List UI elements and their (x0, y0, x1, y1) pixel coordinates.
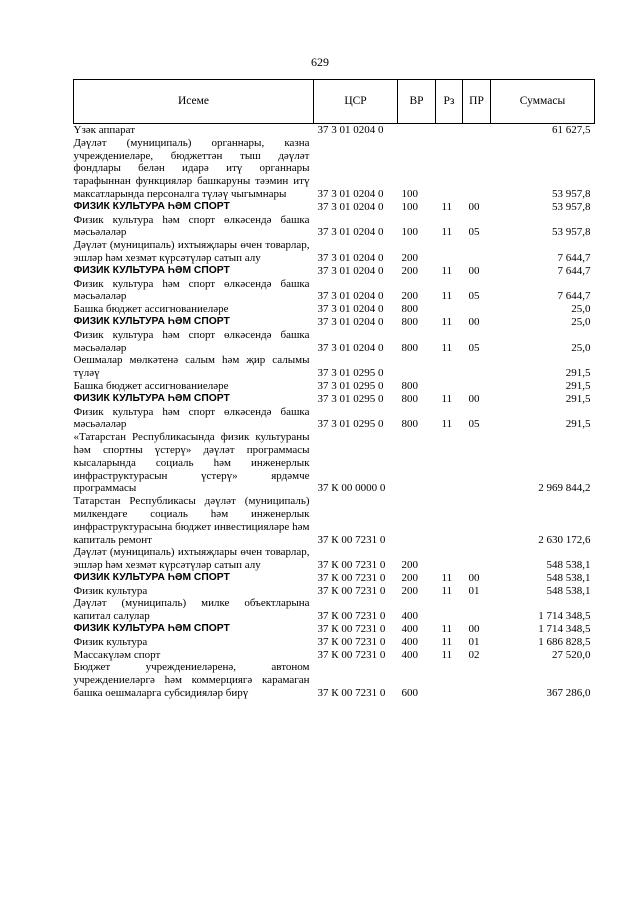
table-row (74, 137, 595, 201)
cell-vr: 100 (401, 226, 418, 239)
cell-pr (463, 431, 491, 495)
header-name: Исеме (74, 80, 314, 124)
cell-csr: 37 К 00 7231 0 (317, 584, 386, 597)
cell-pr (463, 597, 491, 623)
table-row (74, 649, 595, 662)
cell-pr: 00 (468, 200, 480, 213)
cell-name: Дәүләт (муниципаль) милке объектларына капитал салулар (73, 597, 310, 623)
cell-name: Татарстан Республикасы дәүләт (муниципаль) милкендәге социаль һәм инженерлык инфраструктурасына бюджет инвестицияләре һәм капиталь ремонт (73, 495, 310, 546)
table-body (74, 124, 595, 700)
cell-rz: 11 (441, 264, 453, 277)
cell-rz (436, 495, 463, 546)
cell-rz (436, 124, 463, 137)
cell-csr: 37 3 01 0204 0 (317, 187, 384, 200)
cell-csr: 37 3 01 0204 0 (317, 315, 384, 328)
cell-name: Үзәк аппарат (73, 124, 136, 136)
cell-sum: 7 644,7 (557, 251, 591, 264)
cell-name: ФИЗИК КУЛЬТУРА ҺӘМ СПОРТ (73, 315, 230, 327)
cell-vr: 200 (401, 264, 418, 277)
cell-vr: 400 (401, 635, 418, 648)
cell-pr: 01 (468, 584, 480, 597)
cell-vr: 800 (401, 379, 418, 392)
cell-rz: 11 (441, 226, 453, 239)
table-row (74, 393, 595, 406)
cell-vr: 400 (401, 623, 418, 636)
cell-csr: 37 3 01 0295 0 (317, 392, 384, 405)
cell-name: Физик культура (73, 584, 148, 597)
cell-csr: 37 3 01 0204 0 (317, 341, 384, 354)
cell-csr: 37 3 01 0204 0 (317, 251, 384, 264)
header-csr: ЦСР (314, 80, 398, 124)
cell-pr (463, 546, 491, 572)
cell-csr: 37 3 01 0204 0 (317, 303, 384, 316)
cell-rz (436, 380, 463, 393)
cell-csr: 37 К 00 7231 0 (317, 610, 386, 623)
table-row (74, 597, 595, 623)
cell-sum: 291,5 (565, 367, 591, 380)
cell-csr: 37 3 01 0295 0 (317, 379, 384, 392)
table-row (74, 265, 595, 278)
table-row (74, 214, 595, 240)
cell-csr: 37 3 01 0204 0 (317, 290, 384, 303)
cell-rz (436, 239, 463, 265)
cell-sum: 7 644,7 (557, 290, 591, 303)
table-row (74, 431, 595, 495)
table-row (74, 303, 595, 316)
cell-sum: 53 957,8 (552, 200, 591, 213)
table-row (74, 636, 595, 649)
cell-vr: 400 (401, 648, 418, 661)
cell-csr: 37 К 00 7231 0 (317, 571, 386, 584)
cell-vr: 600 (401, 687, 418, 700)
cell-csr: 37 3 01 0204 0 (317, 226, 384, 239)
table-row (74, 124, 595, 137)
header-sum: Суммасы (491, 80, 595, 124)
cell-csr: 37 3 01 0204 0 (317, 264, 384, 277)
cell-name: Физик культура һәм спорт өлкәсендә башка мәсьәләләр (73, 328, 310, 354)
cell-rz: 11 (441, 635, 453, 648)
cell-sum: 291,5 (565, 379, 591, 392)
cell-csr: 37 К 00 7231 0 (317, 559, 386, 572)
cell-pr (463, 354, 491, 380)
cell-csr: 37 К 00 0000 0 (317, 482, 386, 495)
header-pr: ПР (463, 80, 491, 124)
cell-csr: 37 К 00 7231 0 (317, 635, 386, 648)
table-row (74, 316, 595, 329)
cell-rz (436, 303, 463, 316)
cell-sum: 2 969 844,2 (538, 482, 591, 495)
cell-sum: 61 627,5 (552, 124, 591, 136)
cell-name: ФИЗИК КУЛЬТУРА ҺӘМ СПОРТ (73, 392, 230, 404)
cell-vr: 800 (401, 341, 418, 354)
cell-pr (463, 380, 491, 393)
table-row (74, 406, 595, 432)
cell-sum: 25,0 (571, 341, 591, 354)
cell-vr: 800 (401, 392, 418, 405)
cell-sum: 2 630 172,6 (538, 533, 591, 546)
table-row (74, 546, 595, 572)
cell-pr: 05 (468, 418, 480, 431)
cell-name: ФИЗИК КУЛЬТУРА ҺӘМ СПОРТ (73, 264, 230, 276)
cell-rz: 11 (441, 290, 453, 303)
cell-csr: 37 К 00 7231 0 (317, 533, 386, 546)
cell-rz: 11 (441, 392, 453, 405)
table-header (74, 80, 595, 124)
cell-sum: 548 538,1 (546, 584, 591, 597)
cell-pr: 00 (468, 264, 480, 277)
cell-rz: 11 (441, 418, 453, 431)
cell-rz (436, 137, 463, 201)
cell-rz: 11 (441, 623, 453, 636)
table-row (74, 585, 595, 598)
cell-sum: 291,5 (565, 392, 591, 405)
cell-rz (436, 354, 463, 380)
cell-pr: 00 (468, 623, 480, 636)
cell-vr: 200 (401, 559, 418, 572)
cell-vr: 100 (401, 200, 418, 213)
cell-sum: 1 714 348,5 (538, 610, 591, 623)
cell-pr (463, 124, 491, 137)
cell-csr: 37 3 01 0204 0 (317, 200, 384, 213)
table-row (74, 239, 595, 265)
table-row (74, 329, 595, 355)
cell-name: ФИЗИК КУЛЬТУРА ҺӘМ СПОРТ (73, 571, 230, 583)
cell-rz: 11 (441, 341, 453, 354)
cell-pr: 05 (468, 341, 480, 354)
cell-sum: 7 644,7 (557, 264, 591, 277)
table-row (74, 495, 595, 546)
cell-rz: 11 (441, 584, 453, 597)
table-row (74, 201, 595, 214)
cell-sum: 367 286,0 (546, 687, 591, 700)
cell-vr: 200 (401, 584, 418, 597)
cell-vr (398, 431, 436, 495)
cell-name: Дәүләт (муниципаль) ихтыяҗлары өчен товарлар, эшләр һәм хезмәт күрсәтүләр сатып алу (73, 546, 310, 572)
header-rz: Рз (436, 80, 463, 124)
cell-rz (436, 431, 463, 495)
cell-rz: 11 (441, 571, 453, 584)
cell-vr: 200 (401, 290, 418, 303)
cell-name: Башка бюджет ассигнованиеләре (73, 303, 229, 316)
table-row (74, 354, 595, 380)
cell-name: Оешмалар мөлкәтенә салым һәм җир салымы түләү (73, 354, 310, 380)
cell-vr: 200 (401, 251, 418, 264)
cell-name: Дәүләт (муниципаль) органнары, казна учреждениеләре, бюджеттән тыш дәүләт фондлары белән идарә итү органнары тарафыннан функцияләр башкаруны тәэмин итү максатларында персоналга түләү чыгымнары (73, 136, 310, 200)
cell-vr: 200 (401, 571, 418, 584)
page-number: 629 (311, 55, 329, 69)
cell-pr: 01 (468, 635, 480, 648)
cell-pr (463, 661, 491, 699)
cell-sum: 548 538,1 (546, 571, 591, 584)
cell-pr: 02 (468, 648, 480, 661)
cell-csr: 37 К 00 7231 0 (317, 687, 386, 700)
cell-pr (463, 303, 491, 316)
cell-vr: 100 (401, 187, 418, 200)
cell-rz: 11 (441, 648, 453, 661)
cell-csr: 37 К 00 7231 0 (317, 648, 386, 661)
cell-sum: 548 538,1 (546, 559, 591, 572)
cell-csr: 37 К 00 7231 0 (317, 623, 386, 636)
cell-csr: 37 3 01 0295 0 (317, 418, 384, 431)
cell-sum: 25,0 (571, 315, 591, 328)
cell-name: Физик культура (73, 635, 148, 648)
cell-name: Башка бюджет ассигнованиеләре (73, 379, 229, 392)
cell-name: «Татарстан Республикасында физик культураны һәм спортны үстерү» дәүләт программасы кысаларында социаль һәм инженерлык инфраструктурасын үстерү» ярдәмче программасы (73, 431, 310, 495)
cell-pr (463, 239, 491, 265)
cell-sum: 1 686 828,5 (538, 635, 591, 648)
cell-pr: 05 (468, 290, 480, 303)
cell-sum: 291,5 (565, 418, 591, 431)
cell-rz (436, 546, 463, 572)
cell-sum: 25,0 (571, 303, 591, 316)
cell-csr: 37 3 01 0295 0 (317, 367, 384, 380)
cell-vr: 800 (401, 315, 418, 328)
cell-pr: 05 (468, 226, 480, 239)
cell-vr: 800 (401, 303, 418, 316)
cell-name: Физик культура һәм спорт өлкәсендә башка мәсьәләләр (73, 405, 310, 431)
cell-name: Физик культура һәм спорт өлкәсендә башка мәсьәләләр (73, 213, 310, 239)
cell-rz (436, 597, 463, 623)
cell-name: Физик культура һәм спорт өлкәсендә башка мәсьәләләр (73, 277, 310, 303)
cell-vr: 800 (401, 418, 418, 431)
cell-name: ФИЗИК КУЛЬТУРА ҺӘМ СПОРТ (73, 623, 230, 635)
cell-rz (436, 661, 463, 699)
cell-name: Дәүләт (муниципаль) ихтыяҗлары өчен товарлар, эшләр һәм хезмәт күрсәтүләр сатып алу (73, 239, 310, 264)
table-row (74, 278, 595, 304)
cell-vr: 400 (401, 610, 418, 623)
cell-pr: 00 (468, 571, 480, 584)
cell-pr: 00 (468, 315, 480, 328)
cell-pr (463, 495, 491, 546)
table-row (74, 623, 595, 636)
header-vr: ВР (398, 80, 436, 124)
cell-pr: 00 (468, 392, 480, 405)
cell-sum: 1 714 348,5 (538, 623, 591, 636)
cell-rz: 11 (441, 315, 453, 328)
cell-vr (398, 495, 436, 546)
cell-csr: 37 3 01 0204 0 (317, 124, 384, 136)
table-row (74, 572, 595, 585)
cell-sum: 27 520,0 (552, 648, 591, 661)
table-row (74, 380, 595, 393)
cell-pr (463, 137, 491, 201)
cell-name: Бюджет учреждениеләренә, автоном учреждениеләргә һәм коммерциягә карамаган башка оешмаларга субсидияләр бирү (73, 661, 310, 700)
cell-sum: 53 957,8 (552, 187, 591, 200)
table-row (74, 661, 595, 699)
budget-table (73, 79, 595, 700)
cell-sum: 53 957,8 (552, 226, 591, 239)
cell-name: Массакүләм спорт (73, 648, 161, 661)
cell-vr (398, 124, 436, 137)
cell-vr (398, 354, 436, 380)
cell-rz: 11 (441, 200, 453, 213)
cell-name: ФИЗИК КУЛЬТУРА ҺӘМ СПОРТ (73, 200, 230, 212)
